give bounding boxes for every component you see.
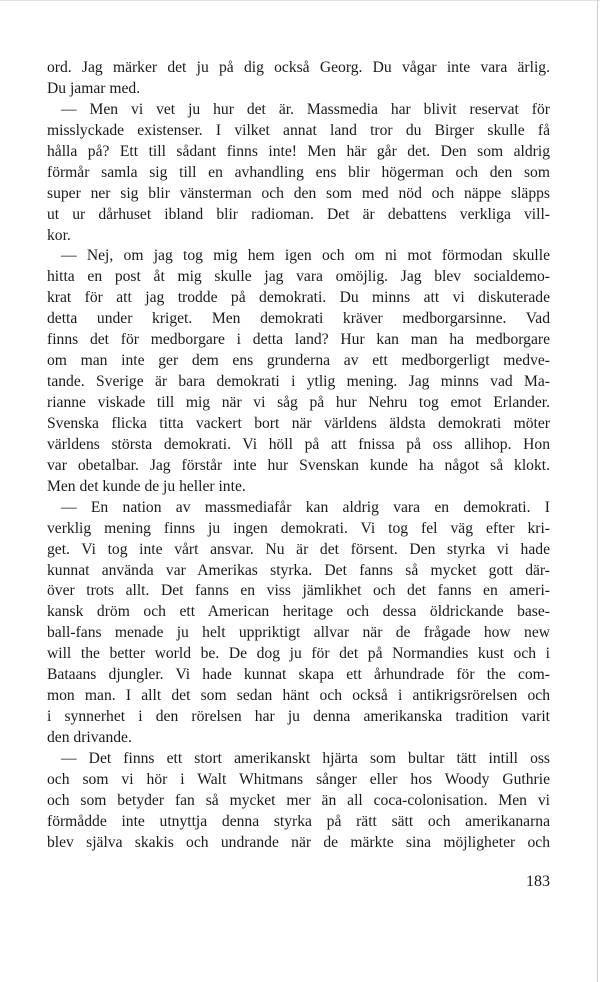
text-line: blev själva skakis och undrande när de märkte sina möjligheter och bbox=[47, 833, 550, 851]
text-line: — Nej, om jag tog mig hem igen och om ni mot förmodan skulle bbox=[61, 247, 550, 265]
paragraph bbox=[47, 498, 550, 749]
text-line: detta under kriget. Men demokrati kräver medborgarsinne. Vad bbox=[47, 310, 550, 328]
paragraph bbox=[47, 749, 550, 854]
scan-edge-right bbox=[597, 0, 598, 982]
paragraph bbox=[47, 246, 550, 497]
text-line: över trots allt. Det fanns en viss jämlikhet och det fanns en ameri- bbox=[47, 582, 550, 600]
text-line: finns det för medborgare i detta land? Hur kan man ha medborgare bbox=[47, 331, 550, 349]
text-line: Du jamar med. bbox=[47, 79, 141, 97]
text-line: förmår samla sig till en avhandling ens blir högerman och den som bbox=[47, 163, 550, 181]
text-line: verklig mening finns ju ingen demokrati. Vi tog fel väg efter kri- bbox=[47, 519, 550, 537]
scan-edge-top bbox=[0, 0, 600, 1]
text-line: tande. Sverige är bara demokrati i ytlig mening. Jag minns vad Ma- bbox=[47, 373, 550, 391]
text-line: — En nation av massmediafår kan aldrig vara en demokrati. I bbox=[61, 498, 550, 516]
page-number: 183 bbox=[526, 873, 550, 890]
text-line: den drivande. bbox=[47, 729, 132, 746]
text-line: om man inte ger dem ens grunderna av ett medborgerligt medve- bbox=[47, 352, 550, 370]
text-line: misslyckade existenser. I vilket annat land tror du Birger skulle få bbox=[47, 121, 550, 139]
text-line: ord. Jag märker det ju på dig också Georg. Du vågar inte vara ärlig. bbox=[47, 59, 550, 76]
text-line: Men det kunde de ju heller inte. bbox=[47, 477, 246, 495]
text-line: Svenska flicka titta vackert bort när världens äldsta demokrati möter bbox=[47, 414, 550, 432]
text-line: hitta en post åt mig skulle jag vara omöjlig. Jag blev socialdemo- bbox=[47, 268, 550, 286]
text-line: ball-fans menade ju helt uppriktigt allvar när de frågade how new bbox=[47, 624, 550, 642]
text-line: i synnerhet i den rörelsen har ju denna amerikanska tradition varit bbox=[47, 708, 550, 726]
text-line: världens största demokrati. Vi höll på att fnissa på oss allihop. Hon bbox=[47, 435, 550, 453]
text-line: och som vi hör i Walt Whitmans sånger eller hos Woody Guthrie bbox=[47, 770, 550, 788]
text-line: kansk dröm och ett American heritage och dessa öldrickande base- bbox=[47, 603, 550, 621]
text-line: — Men vi vet ju hur det är. Massmedia har blivit reservat för bbox=[61, 100, 550, 118]
text-line: förmådde inte utnyttja denna styrka på rätt sätt och amerikanarna bbox=[47, 812, 550, 830]
paragraph bbox=[47, 100, 550, 247]
text-line: — Det finns ett stort amerikanskt hjärta som bultar tätt intill oss bbox=[61, 749, 550, 767]
text-line: kunnat använda var Amerikas styrka. Det fanns så mycket gott där- bbox=[47, 561, 550, 579]
body-text bbox=[47, 58, 550, 854]
text-line: super ner sig blir vänsterman och den som med nöd och näppe släpps bbox=[47, 184, 550, 202]
text-line: hålla på? Ett till sådant finns inte! Men här går det. Den som aldrig bbox=[47, 142, 550, 160]
text-line: krat för att jag trodde på demokrati. Du minns att vi diskuterade bbox=[47, 289, 550, 307]
text-line: ut ur dårhuset ibland blir radioman. Det är debattens verkliga vill- bbox=[47, 205, 550, 223]
text-line: Bataans djungler. Vi hade kunnat skapa ett århundrade för the com- bbox=[47, 666, 550, 684]
text-line: och som betyder fan så mycket mer än all coca-colonisation. Men vi bbox=[47, 791, 550, 809]
text-line: var obetalbar. Jag förstår inte hur Svenskan kunde ha något så klokt. bbox=[47, 456, 550, 474]
text-line: kor. bbox=[47, 226, 71, 244]
paragraph bbox=[47, 58, 550, 100]
text-line: will the better world be. De dog ju för det på Normandies kust och i bbox=[47, 645, 550, 663]
text-line: mon man. I allt det som sedan hänt och också i antikrigsrörelsen och bbox=[47, 687, 550, 705]
text-line: rianne viskade till mig när vi såg på hur Nehru tog emot Erlander. bbox=[47, 394, 550, 411]
text-line: get. Vi tog inte vårt ansvar. Nu är det försent. Den styrka vi hade bbox=[47, 540, 550, 558]
